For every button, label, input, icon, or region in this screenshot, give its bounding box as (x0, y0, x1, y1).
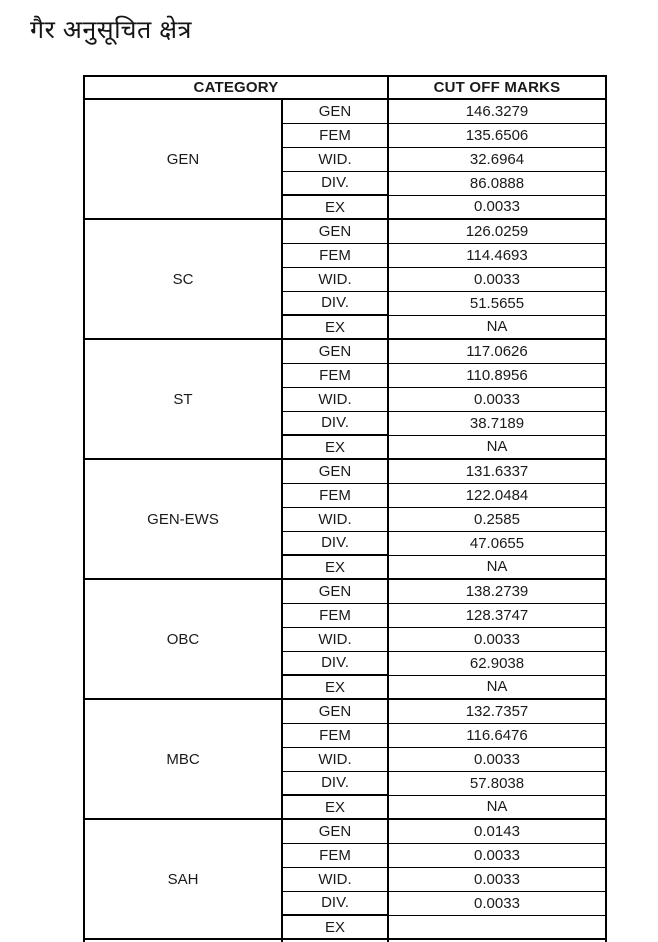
cutoff-marks-cell: 0.0033 (388, 747, 606, 771)
subcategory-cell: FEM (282, 843, 388, 867)
subcategory-cell: DIV. (282, 651, 388, 675)
category-cell: SC (84, 219, 282, 339)
cutoff-marks-cell: 0.0143 (388, 819, 606, 843)
cutoff-marks-cell: 0.0033 (388, 387, 606, 411)
cutoff-marks-cell: 0.0033 (388, 843, 606, 867)
subcategory-cell: FEM (282, 723, 388, 747)
cutoff-marks-cell: 131.6337 (388, 459, 606, 483)
subcategory-cell: GEN (282, 699, 388, 723)
cutoff-marks-cell: 57.8038 (388, 771, 606, 795)
subcategory-cell: GEN (282, 579, 388, 603)
subcategory-cell: DIV. (282, 171, 388, 195)
cutoff-marks-cell: 0.0033 (388, 891, 606, 915)
cutoff-marks-cell: NA (388, 555, 606, 579)
cutoff-marks-column-header: CUT OFF MARKS (388, 76, 606, 99)
subcategory-cell: GEN (282, 339, 388, 363)
table-row (84, 339, 606, 363)
subcategory-cell: EX (282, 555, 388, 579)
cutoff-marks-cell: 0.0033 (388, 195, 606, 219)
cutoff-marks-cell: 0.2585 (388, 507, 606, 531)
cutoff-marks-cell: 51.5655 (388, 291, 606, 315)
page-title: गैर अनुसूचित क्षेत्र (30, 16, 192, 44)
subcategory-cell: FEM (282, 363, 388, 387)
header-row (84, 76, 606, 99)
subcategory-cell: DIV. (282, 771, 388, 795)
cutoff-marks-cell: 0.0033 (388, 267, 606, 291)
subcategory-cell: DIV. (282, 411, 388, 435)
cutoff-marks-cell: 135.6506 (388, 123, 606, 147)
subcategory-cell: EX (282, 915, 388, 939)
cutoff-marks-cell: 32.6964 (388, 147, 606, 171)
cutoff-marks-cell: 117.0626 (388, 339, 606, 363)
subcategory-cell: FEM (282, 483, 388, 507)
cutoff-marks-cell (388, 915, 606, 939)
category-cell: ST (84, 339, 282, 459)
subcategory-cell: WID. (282, 387, 388, 411)
subcategory-cell: WID. (282, 267, 388, 291)
cutoff-marks-cell: 86.0888 (388, 171, 606, 195)
subcategory-cell: GEN (282, 219, 388, 243)
cutoff-marks-cell: 114.4693 (388, 243, 606, 267)
cutoff-marks-cell: 38.7189 (388, 411, 606, 435)
subcategory-cell: DIV. (282, 531, 388, 555)
cutoff-marks-cell: 128.3747 (388, 603, 606, 627)
table-header (84, 76, 606, 99)
cutoff-marks-cell: 0.0033 (388, 867, 606, 891)
cutoff-marks-cell: 146.3279 (388, 99, 606, 123)
subcategory-cell: EX (282, 675, 388, 699)
cutoff-marks-cell: 126.0259 (388, 219, 606, 243)
subcategory-cell: GEN (282, 459, 388, 483)
subcategory-cell: EX (282, 195, 388, 219)
subcategory-cell: GEN (282, 99, 388, 123)
cutoff-marks-table (83, 75, 607, 942)
subcategory-cell: FEM (282, 603, 388, 627)
table-row (84, 459, 606, 483)
subcategory-cell: EX (282, 795, 388, 819)
cutoff-marks-cell: NA (388, 795, 606, 819)
cutoff-marks-cell: 47.0655 (388, 531, 606, 555)
table-row (84, 579, 606, 603)
table-row (84, 219, 606, 243)
subcategory-cell: DIV. (282, 891, 388, 915)
cutoff-marks-cell: 0.0033 (388, 627, 606, 651)
category-cell: MBC (84, 699, 282, 819)
cutoff-marks-cell: NA (388, 315, 606, 339)
category-cell: GEN (84, 99, 282, 219)
table-row (84, 699, 606, 723)
cutoff-marks-cell: NA (388, 435, 606, 459)
category-cell: SAH (84, 819, 282, 939)
subcategory-cell: GEN (282, 819, 388, 843)
subcategory-cell: WID. (282, 747, 388, 771)
subcategory-cell: WID. (282, 147, 388, 171)
subcategory-cell: FEM (282, 243, 388, 267)
category-cell: OBC (84, 579, 282, 699)
table-row (84, 99, 606, 123)
category-column-header: CATEGORY (84, 76, 388, 99)
subcategory-cell: WID. (282, 627, 388, 651)
cutoff-table-body (84, 99, 606, 942)
cutoff-marks-cell: 122.0484 (388, 483, 606, 507)
cutoff-marks-cell: 116.6476 (388, 723, 606, 747)
cutoff-marks-cell: 132.7357 (388, 699, 606, 723)
cutoff-marks-cell: 62.9038 (388, 651, 606, 675)
subcategory-cell: WID. (282, 867, 388, 891)
table-row (84, 819, 606, 843)
subcategory-cell: FEM (282, 123, 388, 147)
cutoff-marks-cell: 110.8956 (388, 363, 606, 387)
subcategory-cell: DIV. (282, 291, 388, 315)
cutoff-marks-cell: 138.2739 (388, 579, 606, 603)
subcategory-cell: EX (282, 315, 388, 339)
category-cell: GEN-EWS (84, 459, 282, 579)
subcategory-cell: EX (282, 435, 388, 459)
subcategory-cell: WID. (282, 507, 388, 531)
cutoff-marks-cell: NA (388, 675, 606, 699)
